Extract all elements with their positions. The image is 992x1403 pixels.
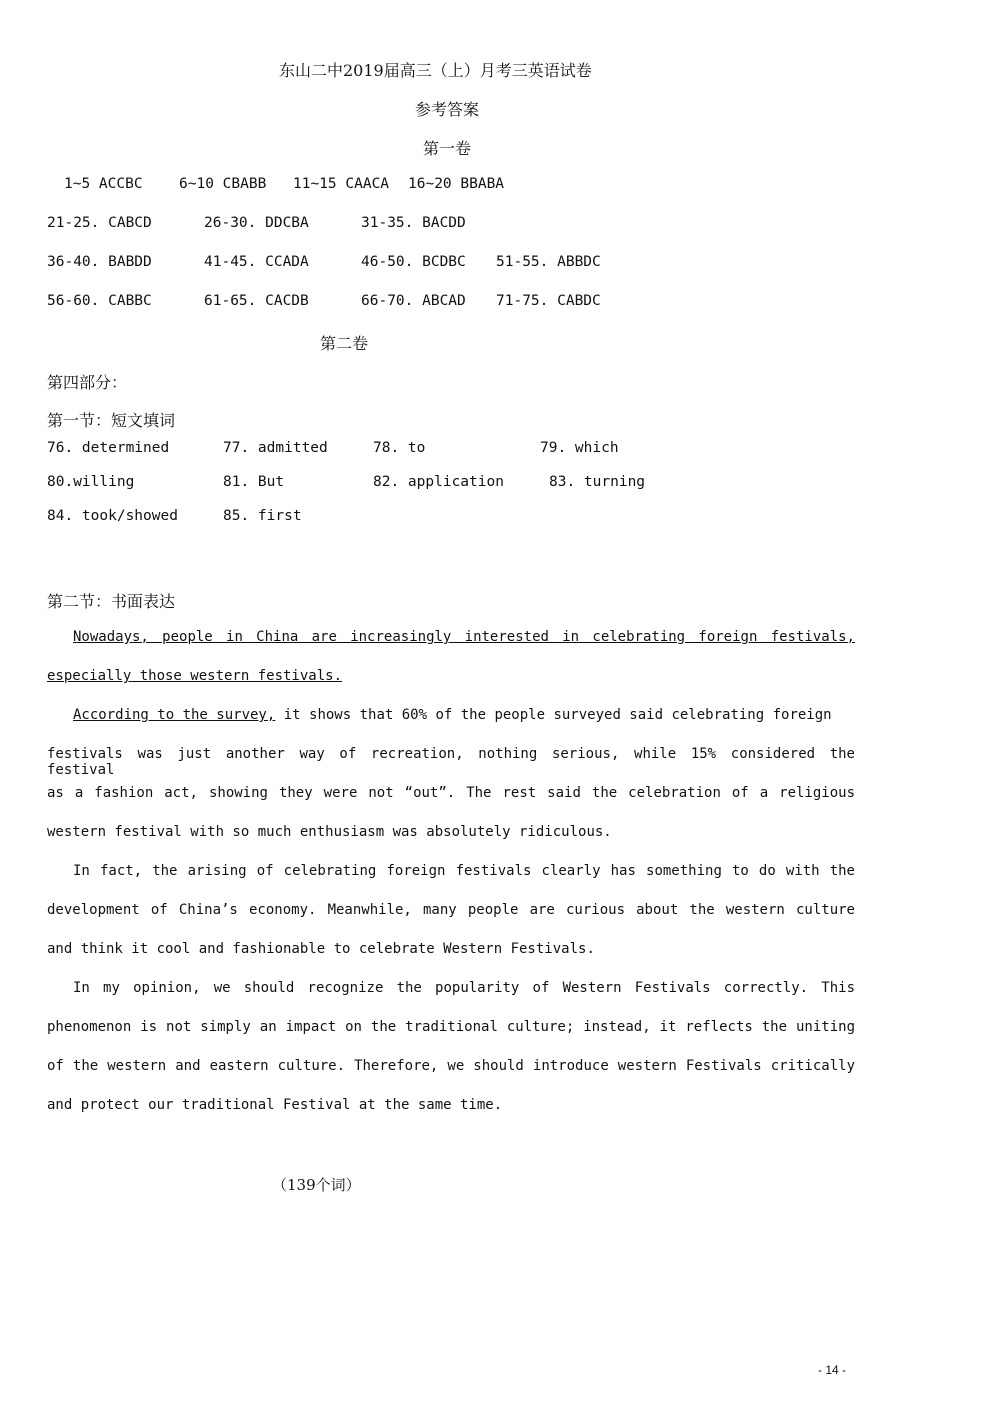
fill-answer: 76. determined	[47, 440, 170, 456]
fill-answer: 80.willing	[47, 474, 135, 490]
answer-group: 31-35. BACDD	[361, 215, 466, 231]
fill-answer: 85. first	[223, 508, 302, 524]
essay-line: festivals was just another way of recreation, nothing serious, while 15% considered the festival	[47, 746, 855, 778]
essay-line: development of China’s economy. Meanwhile, many people are curious about the western culture	[47, 902, 855, 918]
section4-heading: 第四部分：	[47, 373, 128, 392]
answer-group: 46-50. BCDBC	[361, 254, 466, 270]
essay-line: In my opinion, we should recognize the popularity of Western Festivals correctly. This	[73, 980, 855, 996]
essay-line: of the western and eastern culture. Therefore, we should introduce western Festivals critically	[47, 1058, 855, 1074]
essay-line	[73, 707, 832, 723]
answer-group: 51-55. ABBDC	[496, 254, 601, 270]
page-number: - 14 -	[818, 1363, 847, 1377]
answer-group: 41-45. CCADA	[204, 254, 309, 270]
fill-answer: 77. admitted	[223, 440, 328, 456]
answer-group: 71-75. CABDC	[496, 293, 601, 309]
fill-answer: 84. took/showed	[47, 508, 178, 524]
essay-line: as a fashion act, showing they were not “out”. The rest said the celebration of a religious	[47, 785, 855, 801]
answer-group: 21-25. CABCD	[47, 215, 152, 231]
answer-group: 36-40. BABDD	[47, 254, 152, 270]
essay-text: it shows that 60% of the people surveyed said celebrating foreign	[275, 707, 832, 723]
fill-answer: 78. to	[373, 440, 426, 456]
answer-group: 61-65. CACDB	[204, 293, 309, 309]
answer-group: 26-30. DDCBA	[204, 215, 309, 231]
document-title: 东山二中2019届高三（上）月考三英语试卷	[279, 61, 592, 80]
answer-group: 11~15 CAACA	[293, 176, 390, 192]
answer-key-heading: 参考答案	[415, 100, 480, 119]
section1-heading: 第一节：短文填词	[47, 411, 176, 430]
answer-group: 66-70. ABCAD	[361, 293, 466, 309]
part1-heading: 第一卷	[423, 139, 472, 158]
essay-line: phenomenon is not simply an impact on the traditional culture; instead, it reflects the uniting	[47, 1019, 855, 1035]
answer-group: 1~5 ACCBC	[64, 176, 143, 192]
fill-answer: 81. But	[223, 474, 285, 490]
essay-line: and protect our traditional Festival at the same time.	[47, 1097, 503, 1113]
essay-line: In fact, the arising of celebrating foreign festivals clearly has something to do with the	[73, 863, 855, 879]
answer-group: 56-60. CABBC	[47, 293, 152, 309]
section2-heading: 第二节：书面表达	[47, 592, 176, 611]
answer-group: 6~10 CBABB	[179, 176, 267, 192]
word-count: （139个词）	[272, 1176, 361, 1194]
answer-group: 16~20 BBABA	[408, 176, 505, 192]
fill-answer: 79. which	[540, 440, 619, 456]
essay-line: especially those western festivals.	[47, 668, 343, 684]
essay-line: and think it cool and fashionable to celebrate Western Festivals.	[47, 941, 595, 957]
essay-underlined-phrase: According to the survey,	[73, 707, 276, 723]
fill-answer: 83. turning	[549, 474, 646, 490]
essay-line: Nowadays, people in China are increasingly interested in celebrating foreign festivals,	[73, 629, 855, 645]
fill-answer: 82. application	[373, 474, 504, 490]
part2-heading: 第二卷	[320, 334, 369, 353]
essay-line: western festival with so much enthusiasm was absolutely ridiculous.	[47, 824, 612, 840]
